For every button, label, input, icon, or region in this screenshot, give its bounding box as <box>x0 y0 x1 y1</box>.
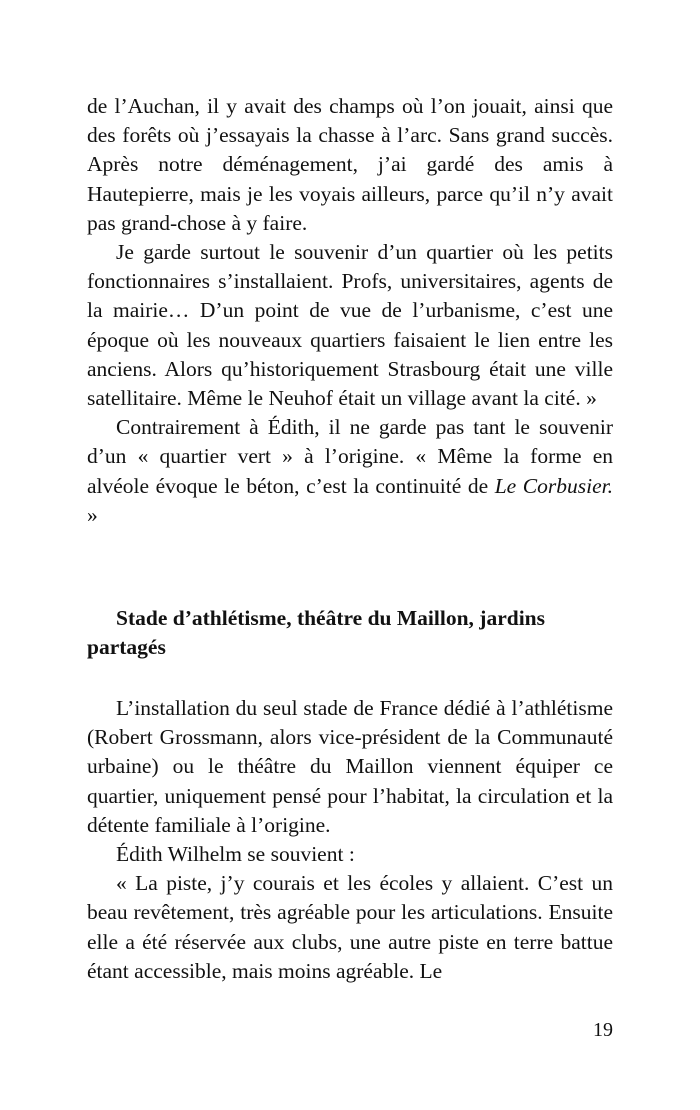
corbusier-closing: » <box>87 502 98 527</box>
paragraph-piste: « La piste, j’y courais et les écoles y allaient. C’est un beau revêtement, très agréable pour les articulations. Ensuite elle a été réservée aux clubs, une autre piste en terre battue étant accessible, mais moins agréable. Le <box>87 871 613 983</box>
corbusier-text: Contrairement à Édith, il ne garde pas tant le souvenir d’un « quartier vert » à l’origine. « Même la forme en alvéole évoque le béton, c’est la continuité de <box>87 415 613 498</box>
corbusier-italic: Le Corbusier. <box>494 473 613 498</box>
section-heading-line-2: partagés <box>87 635 166 660</box>
paragraph-souvenir-quartier: Je garde surtout le souvenir d’un quartier où les petits fonctionnaires s’installaient. Profs, universitaires, agents de la mairie… D’un point de vue de l’urbanisme, c’est une époque où les nouveaux quartiers faisaient le lien entre les anciens. Alors qu’historiquement Strasbourg était une ville satellitaire. Même le Neuhof était un village avant la cité. » <box>87 240 613 411</box>
paragraph-stade: L’installation du seul stade de France dédié à l’athlétisme (Robert Grossmann, alors vice-président de la Communauté urbaine) ou le théâtre du Maillon viennent équiper ce quartier, uniquement pensé pour l’habitat, la circulation et la détente familiale à l’origine. <box>87 696 613 837</box>
section-heading <box>87 604 613 662</box>
page-number: 19 <box>593 1019 613 1041</box>
body-text-top <box>87 92 613 530</box>
section-heading-line-1: Stade d’athlétisme, théâtre du Maillon, jardins <box>116 606 546 630</box>
paragraph-edith-souvient: Édith Wilhelm se souvient : <box>116 842 355 867</box>
body-text-bottom <box>87 694 613 986</box>
paragraph-auchan: de l’Auchan, il y avait des champs où l’on jouait, ainsi que des forêts où j’essayais la chasse à l’arc. Sans grand succès. Après notre déménagement, j’ai gardé des amis à Hautepierre, mais je les voyais ailleurs, parce qu’il n’y avait pas grand-chose à y faire. <box>87 94 613 235</box>
paragraph-corbusier <box>87 413 613 530</box>
